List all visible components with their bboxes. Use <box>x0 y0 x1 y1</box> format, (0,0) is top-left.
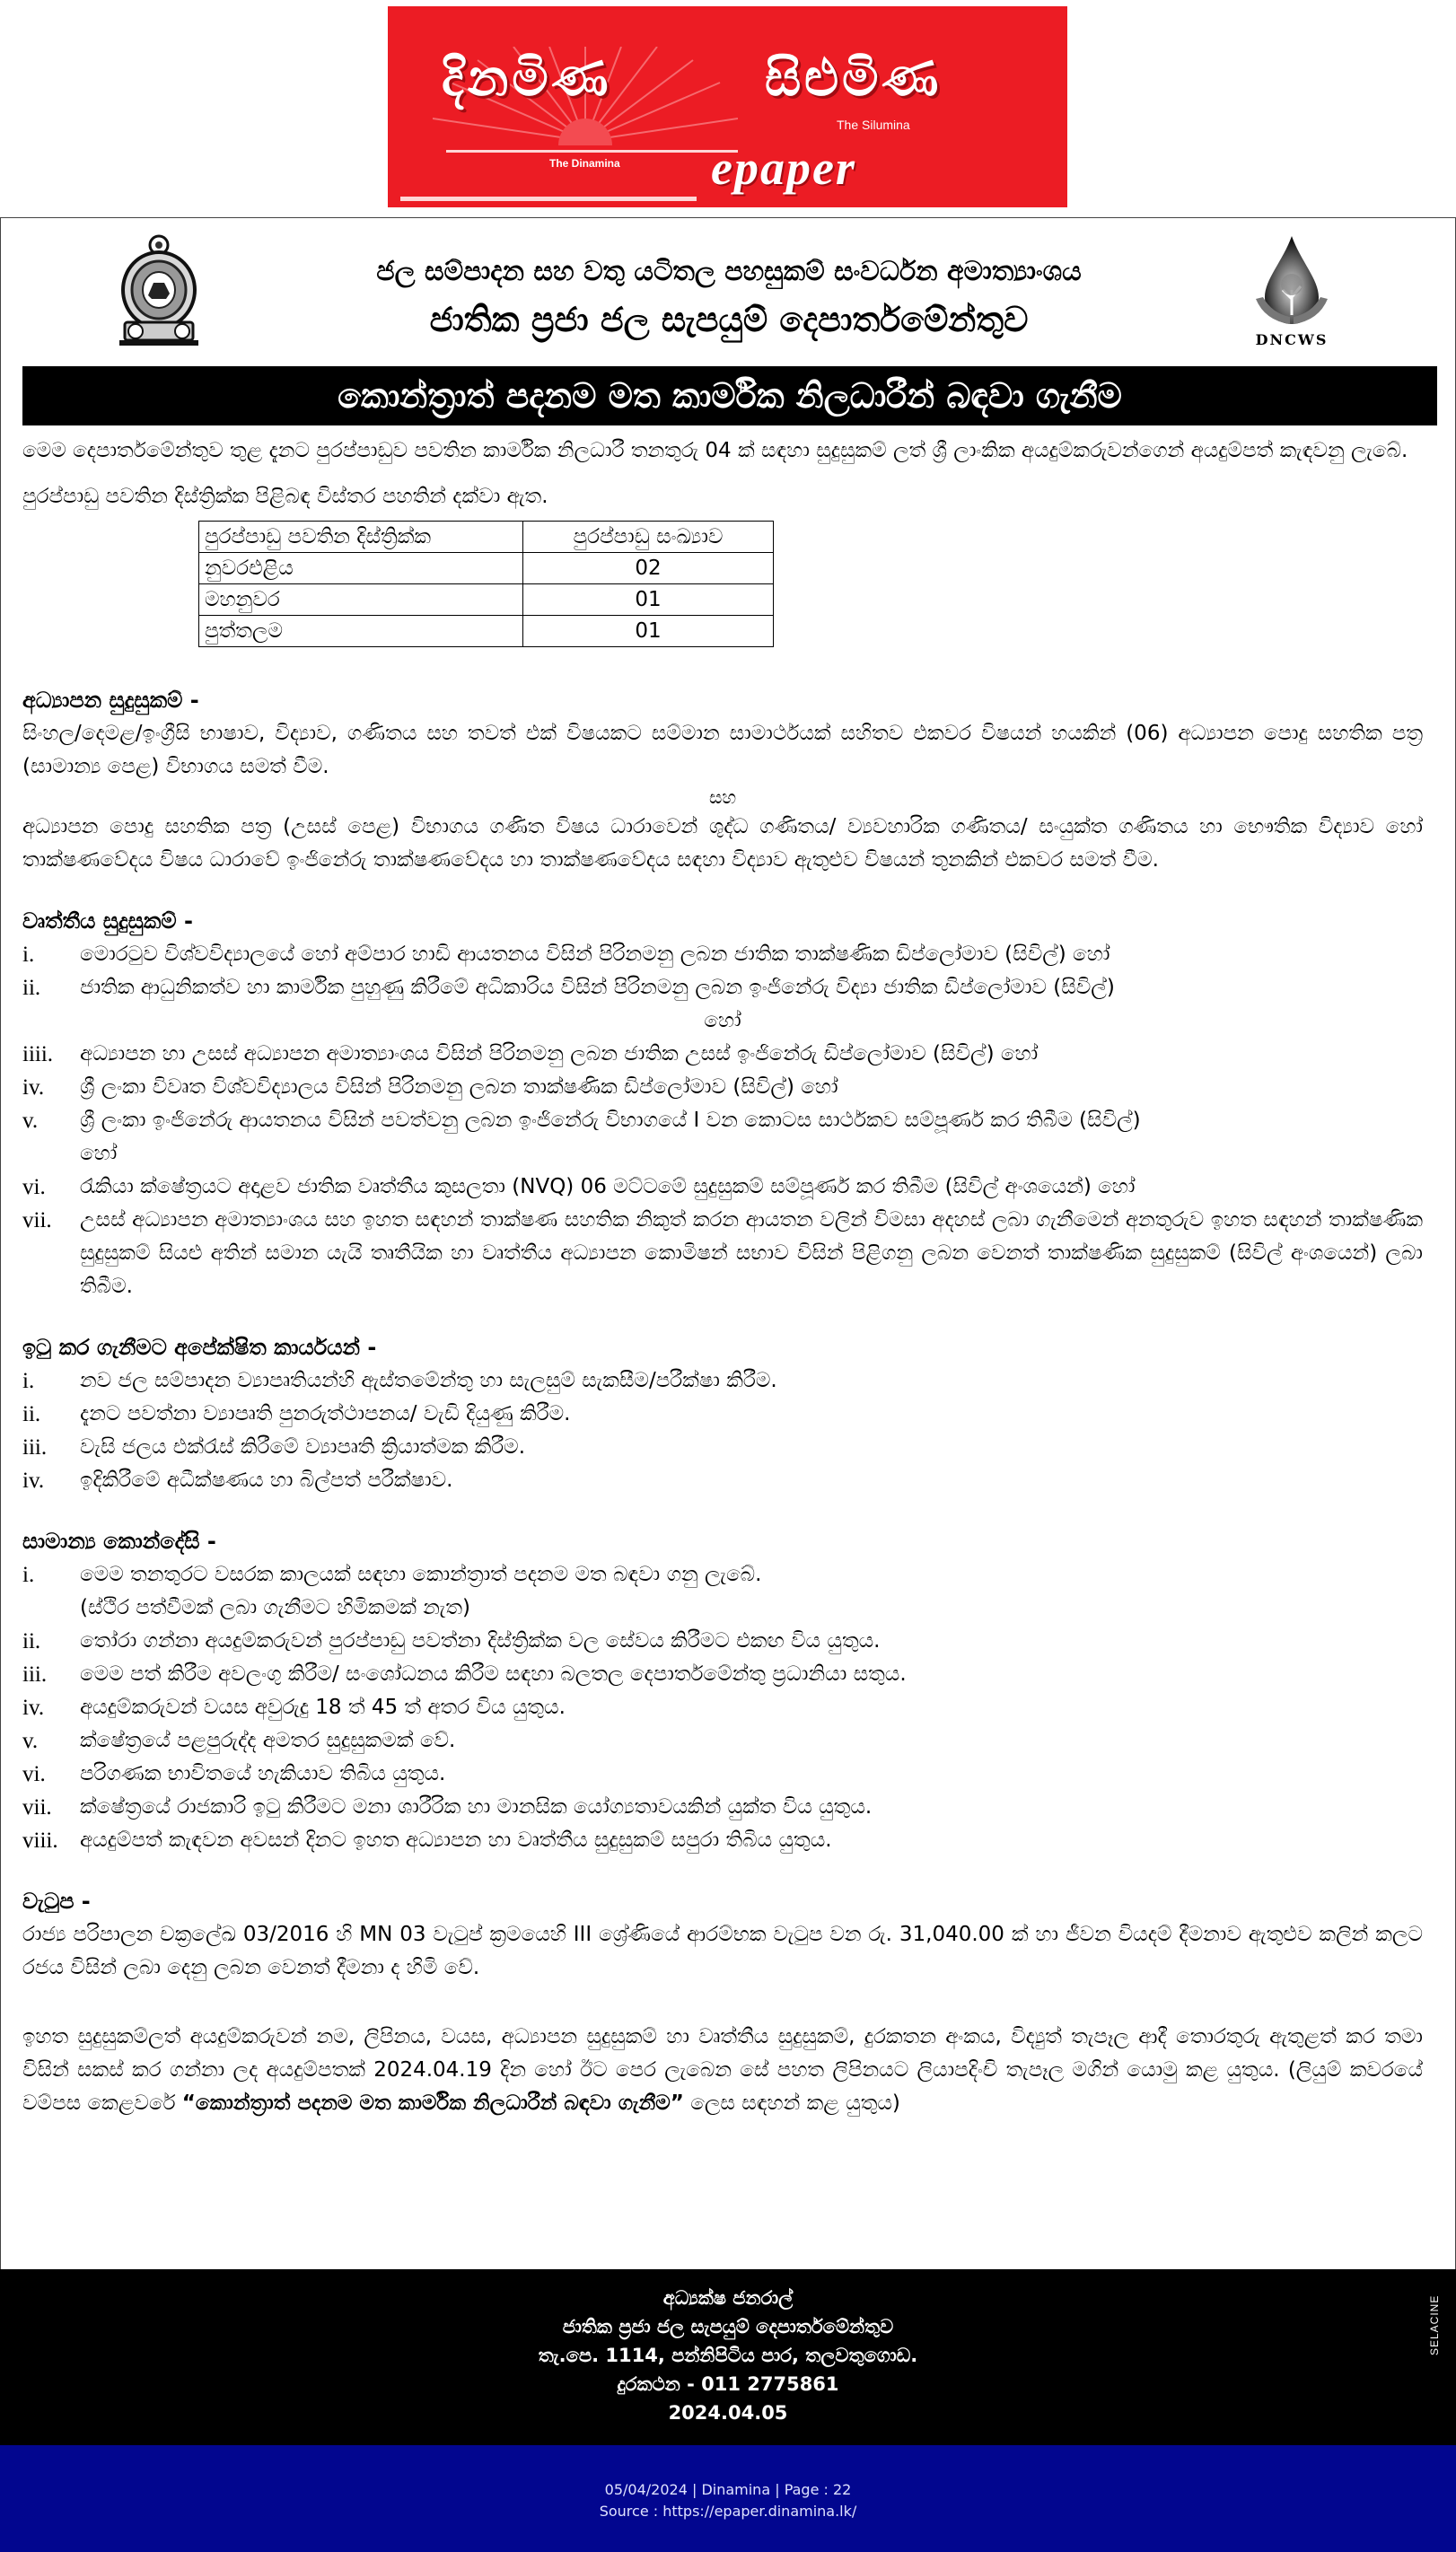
list-item <box>22 1724 1423 1758</box>
table-row <box>199 616 774 647</box>
dinamina-logo-text: දිනමිණ <box>442 48 612 108</box>
ministry-name: ජල සම්පාදන සහ වතු යටිතල පහසුකම් සංවර්ධන අමාත්‍යාංශය <box>376 256 1082 287</box>
signatory-department: ජාතික ප්‍රජා ජල සැපයුම් දෙපාර්තමේන්තුව <box>562 2316 894 2337</box>
item-number: ii. <box>22 976 41 1000</box>
item-text: ජාතික ආධුනිකත්ව හා කාර්මික පුහුණු කිරීමේ අධිකාරිය විසින් පිරිනමනු ලබන ඉංජිනේරු විද්‍යා ජාතික ඩිප්ලෝමාව (සිවිල්) <box>80 976 1115 999</box>
list-item <box>22 1398 1423 1431</box>
masthead-underline <box>400 197 697 201</box>
item-number: i. <box>22 943 35 967</box>
source-footer-lines <box>0 2445 1456 2522</box>
dncws-label: DNCWS <box>1255 331 1329 348</box>
envelope-label-quote: “කොන්ත්‍රාත් පදනම මත කාර්මික නිලධාරීන් බඳවා ගැනීම” <box>181 2092 684 2115</box>
document-header <box>1 218 1455 366</box>
document-content <box>1 425 1455 2120</box>
item-number: i. <box>22 1563 35 1587</box>
item-text: මොරටුව විශ්වවිද්‍යාලයේ හෝ අම්පාර හාඩි ආයතනය විසින් පිරිනමනු ලබන ජාතික තාක්ෂණික ඩිප්ලෝමාව (සිවිල්) හෝ <box>80 943 1110 966</box>
duties-heading: ඉටු කර ගැනීමට අපේක්ෂිත කාර්යයන් - <box>22 1335 377 1360</box>
duties-list <box>22 1364 1423 1497</box>
item-number: iii. <box>22 1435 48 1460</box>
water-drop-hands-icon <box>1247 234 1337 328</box>
item-text: දැනට පවත්නා ව්‍යාපෘති පුනරුත්ථාපනය/ වැඩි දියුණු කිරීම. <box>80 1402 571 1425</box>
list-item <box>22 1171 1423 1204</box>
conditions-list <box>22 1558 1423 1857</box>
item-number: iv. <box>22 1469 45 1493</box>
list-item <box>22 1071 1423 1104</box>
or-text: හෝ <box>80 1142 118 1165</box>
advertisement-title: කොන්ත්‍රාත් පදනම මත කාර්මික නිලධාරීන් බඳවා ගැනීම <box>22 366 1437 425</box>
list-item <box>22 1464 1423 1497</box>
silumina-logo-text: සිළුමිණ <box>765 48 943 108</box>
list-item <box>22 1658 1423 1691</box>
professional-heading: වෘත්තීය සුදුසුකම් - <box>22 908 193 934</box>
masthead-rule <box>446 150 738 153</box>
education-al-requirement: අධ්‍යාපන පොදු සහතික පත්‍ර (උසස් පෙළ) විභාගය ගණිත විෂය ධාරාවෙන් ශුද්ධ ගණිතය/ ව්‍යවහාරික ගණිතය/ සංයුක්ත ගණිතය හා භෞතික විද්‍යාව හෝ තාක්ෂණවේදය විෂය ධාරාවේ ඉංජිනේරු තාක්ෂණවේදය හා තාක්ෂණවේදය සඳහා විද්‍යාව ඇතුළුව විෂයන් තුනකින් එකවර සමත් වීම. <box>22 815 1423 872</box>
item-text: මෙම තනතුරට වසරක කාලයක් සඳහා කොන්ත්‍රාත් පදනම මත බඳවා ගනු ලැබේ. <box>80 1563 762 1586</box>
professional-qualifications-list <box>22 938 1423 1303</box>
item-number: vii. <box>22 1795 52 1820</box>
district-cell: පුත්තලම <box>199 616 523 647</box>
signatory-phone: දුරකථන - 011 2775861 <box>617 2373 839 2395</box>
item-number: v. <box>22 1109 39 1133</box>
signatory-title: අධ්‍යක්ෂ ජනරාල් <box>662 2287 794 2309</box>
dinamina-subtitle: The Dinamina <box>549 157 620 170</box>
education-and-separator: සහ <box>708 786 737 808</box>
signature-block <box>0 2269 1456 2445</box>
district-cell: මහනුවර <box>199 584 523 616</box>
item-number: ii. <box>22 1629 41 1653</box>
item-number: viii. <box>22 1828 58 1853</box>
item-text: රැකියා ක්ෂේත්‍රයට අදාළව ජාතික වෘත්තීය කුසලතා (NVQ) 06 මට්ටමේ සුදුසුකම් සම්පූර්ණ කර තිබීම (සිවිල් අංශයෙන්) හෝ <box>80 1175 1136 1198</box>
table-header-row <box>199 522 774 553</box>
epaper-masthead <box>388 6 1067 207</box>
item-number: iv. <box>22 1696 45 1720</box>
intro-districts-note: පුරප්පාඩු පවතින දිස්ත්‍රික්ක පිළිබඳ විස්තර පහතින් දක්වා ඇත. <box>22 485 548 508</box>
list-item <box>22 1364 1423 1398</box>
list-item <box>22 1758 1423 1791</box>
list-item <box>22 938 1423 971</box>
signature-date: 2024.04.05 <box>668 2402 788 2424</box>
item-text: අධ්‍යාපන හා උසස් අධ්‍යාපන අමාත්‍යාංශය විසින් පිරිනමනු ලබන ජාතික උසස් ඉංජිනේරු ඩිප්ලෝමාව (සිවිල්) හෝ <box>80 1042 1039 1066</box>
signature-lines <box>0 2269 1456 2427</box>
list-item <box>22 1691 1423 1724</box>
item-number: iv. <box>22 1075 45 1100</box>
item-text: ක්ෂේත්‍රයේ පළපුරුද්ද අමතර සුදුසුකමක් වේ. <box>80 1729 456 1752</box>
vacancy-count-cell: 01 <box>523 616 774 647</box>
item-text: මෙම පත් කිරීම අවලංගු කිරීම/ සංශෝධනය කිරීම සඳහා බලතල දෙපාර්තමේන්තු ප්‍රධානියා සතුය. <box>80 1662 907 1686</box>
dncws-logo <box>1247 234 1337 347</box>
table-row <box>199 584 774 616</box>
application-text: ඉහත සුදුසුකම්ලත් අයදුම්කරුවන් නම, ලිපිනය, වයස, අධ්‍යාපන සුදුසුකම් හා වෘත්තීය සුදුසුකම්, දුරකතන අංකය, විද්‍යුත් තැපෑල ආදී තොරතුරු ඇතුළත් කර තමා විසින් සකස් කර ගන්නා ලද අයදුම්පතක් 2024.04.19 දින හෝ ඊට පෙර ලැබෙන සේ පහත ලිපිනයට ලියාපදිංචි තැපෑල මගින් යොමු කළ යුතුය. (ලියුම් කවරයේ වම්පස කෙළවරේ <box>22 2025 1423 2115</box>
salary-heading: වැටුප - <box>22 1889 91 1914</box>
item-number: vi. <box>22 1175 46 1199</box>
list-item <box>22 1824 1423 1857</box>
or-separator <box>22 1004 1423 1038</box>
application-instructions <box>22 2021 1423 2120</box>
item-text: පරිගණක භාවිතයේ හැකියාව තිබිය යුතුය. <box>80 1762 446 1785</box>
list-item <box>22 1431 1423 1464</box>
epaper-label: epaper <box>711 141 856 195</box>
list-item <box>22 1625 1423 1658</box>
application-text-end: ලෙස සඳහන් කළ යුතුය) <box>683 2092 900 2115</box>
item-number: iii. <box>22 1662 48 1687</box>
table-row <box>199 553 774 584</box>
column-header-district: පුරප්පාඩු පවතින දිස්ත්‍රික්ක <box>199 522 523 553</box>
list-item <box>22 1791 1423 1824</box>
vacancy-count-cell: 02 <box>523 553 774 584</box>
list-item <box>22 1558 1423 1592</box>
item-text: වැසි ජලය එක්රැස් කිරීමේ ව්‍යාපෘති ක්‍රියාත්මක කිරීම. <box>80 1435 526 1459</box>
item-text: ක්ෂේත්‍රයේ රාජකාරි ඉටු කිරීමට මනා ශාරීරික හා මානසික යෝග්‍යතාවයකින් යුක්ත විය යුතුය. <box>80 1795 873 1819</box>
education-heading: අධ්‍යාපන සුදුසුකම් - <box>22 688 199 713</box>
education-ol-requirement: සිංහල/දෙමළ/ඉංග්‍රීසි භාෂාව, විද්‍යාව, ගණිතය සහ තවත් එක් විෂයකට සම්මාන සාමාර්ථයක් සහිතව එකවර විෂයන් හයකින් (06) අධ්‍යාපන පොදු සහතික පත්‍ර (සාමාන්‍ය පෙළ) විභාගය සමත් වීම. <box>22 722 1423 778</box>
item-text: අයදුම්පත් කැඳවන අවසන් දිනට ඉහත අධ්‍යාපන හා වෘත්තීය සුදුසුකම් සපුරා තිබිය යුතුය. <box>80 1828 832 1852</box>
or-continuation <box>22 1137 1423 1171</box>
source-link[interactable]: Source : https://epaper.dinamina.lk/ <box>599 2503 857 2520</box>
item-text: අයදුම්කරුවන් වයස අවුරුදු 18 ත් 45 ත් අතර විය යුතුය. <box>80 1696 566 1719</box>
vacancy-count-cell: 01 <box>523 584 774 616</box>
signatory-address: තැ.පෙ. 1114, පන්නිපිටිය පාර, තලවතුගොඩ. <box>538 2345 918 2366</box>
agency-credit <box>1426 2285 1443 2357</box>
list-item <box>22 1204 1423 1303</box>
source-footer <box>0 2445 1456 2552</box>
item-text: උසස් අධ්‍යාපන අමාත්‍යාංශය සහ ඉහත සඳහන් තාක්ෂණ සහතික නිකුත් කරන ආයතන වලින් විමසා අදහස් ලබා ගැනීමෙන් අනතුරුව ඉහත සඳහන් තාක්ෂණික සුදුසුකම් සියළු අතින් සමාන යැයි තෘතීයික හා වෘත්තීය අධ්‍යාපන කොමිෂන් සභාව විසින් පිළිගනු ලබන වෙනත් තාක්ෂණික සුදුසුකම් (සිවිල් අංශයෙන්) ලබා තිබීම. <box>80 1208 1423 1298</box>
list-item <box>22 1038 1423 1071</box>
item-text: නව ජල සම්පාදන ව්‍යාපෘතියන්හි ඇස්තමේන්තු හා සැලසුම් සැකසීම/පරීක්ෂා කිරීම. <box>80 1369 777 1392</box>
item-text: තෝරා ගන්නා අයදුම්කරුවන් පුරප්පාඩු පවත්නා දිස්ත්‍රික්ක වල සේවය කිරීමට එකඟ විය යුතුය. <box>80 1629 881 1653</box>
item-number: vi. <box>22 1762 46 1786</box>
item-number: i. <box>22 1369 35 1393</box>
conditions-heading: සාමාන්‍ය කොන්දේසි - <box>22 1529 216 1554</box>
department-name: ජාතික ප්‍රජා ජල සැපයුම් දෙපාර්තමේන්තුව <box>429 300 1029 339</box>
item-text: ඉදිකිරීමේ අධීක්ෂණය හා බිල්පත් පරීක්ෂාව. <box>80 1469 453 1492</box>
list-item <box>22 971 1423 1004</box>
publication-info: 05/04/2024 | Dinamina | Page : 22 <box>604 2481 852 2498</box>
item-text: ශ්‍රී ලංකා විවෘත විශ්වවිද්‍යාලය විසින් පිරිනමනු ලබන තාක්ෂණික ඩිප්ලෝමාව (සිවිල්) හෝ <box>80 1075 838 1099</box>
advertisement-document <box>0 217 1456 2270</box>
silumina-subtitle: The Silumina <box>837 118 910 132</box>
column-header-vacancies: පුරප්පාඩු සංඛ්‍යාව <box>523 522 774 553</box>
item-note <box>22 1592 1423 1625</box>
intro-paragraph: මෙම දෙපාර්තමේන්තුව තුළ දැනට පුරප්පාඩුව පවතින කාර්මික නිලධාරී තනතුරු 04 ක් සඳහා සුදුසුකම් ලත් ශ්‍රී ලාංකික අයදුම්කරුවන්ගෙන් අයදුම්පත් කැඳවනු ලැබේ. <box>22 439 1408 462</box>
agency-label: SELACINE <box>1428 2294 1441 2355</box>
district-vacancy-table <box>198 521 774 647</box>
or-text: හෝ <box>704 1009 741 1032</box>
item-number: v. <box>22 1729 39 1753</box>
item-number: vii. <box>22 1208 52 1232</box>
district-cell: නුවරඑළිය <box>199 553 523 584</box>
note-text: (ස්ථිර පත්වීමක් ලබා ගැනීමට හිමිකමක් නැත) <box>80 1596 470 1619</box>
item-number: iiii. <box>22 1042 54 1066</box>
list-item <box>22 1104 1423 1137</box>
item-number: ii. <box>22 1402 41 1426</box>
sri-lanka-emblem-icon <box>118 234 200 347</box>
salary-paragraph: රාජ්‍ය පරිපාලන චක්‍රලේඛ 03/2016 හි MN 03 වැටුප් ක්‍රමයෙහි III ශ්‍රේණියේ ආරම්භක වැටුප වන රු. 31,040.00 ක් හා ජීවන වියදම් දීමනාව ඇතුළුව කලින් කලට රජය විසින් ලබා දෙනු ලබන වෙනත් දීමනා ද හිමි වේ. <box>22 1923 1423 1979</box>
item-text: ශ්‍රී ලංකා ඉංජිනේරු ආයතනය විසින් පවත්වනු ලබන ඉංජිනේරු විභාගයේ I වන කොටස සාර්ථකව සම්පූර්ණ කර තිබීම (සිවිල්) <box>80 1109 1141 1132</box>
